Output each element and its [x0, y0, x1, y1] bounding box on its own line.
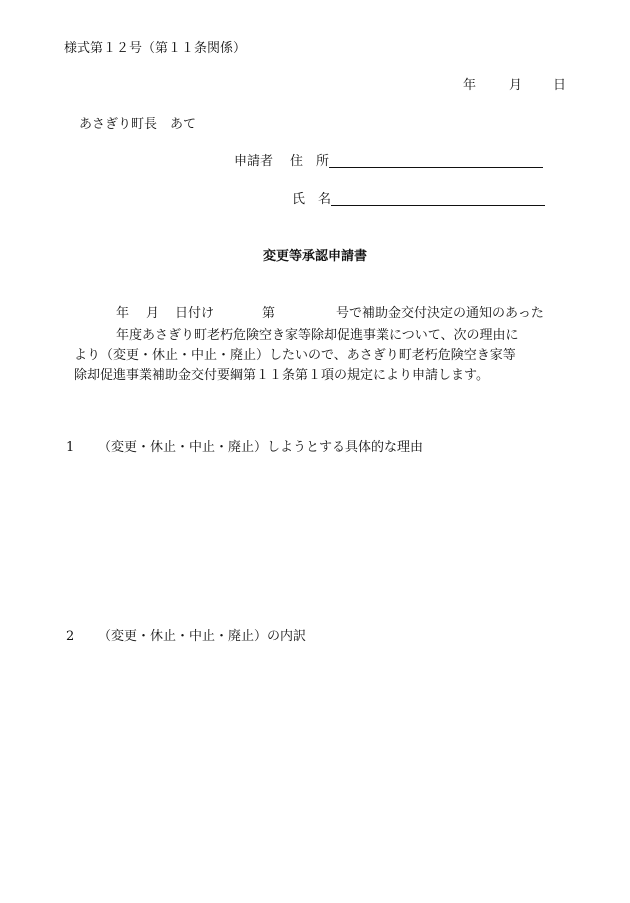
applicant-name-row: [292, 193, 545, 206]
body-line-3-text: より（変更・休止・中止・廃止）したいので、あさぎり町老朽危険空き家等: [74, 348, 516, 363]
body-line-4-text: 除却促進事業補助金交付要綱第１１条第１項の規定により申請します。: [74, 368, 489, 383]
body-day-dated: 日付け: [175, 306, 215, 321]
section-number: 1: [66, 440, 75, 455]
applicant-address-row: [234, 155, 543, 168]
section-heading-2: [66, 630, 306, 643]
body-month-unit: 月: [146, 306, 160, 321]
address-label: 住 所: [290, 154, 330, 169]
date-year-unit: 年: [463, 78, 477, 93]
section-text: （変更・休止・中止・廃止）の内訳: [98, 629, 307, 644]
date-day-unit: 日: [553, 78, 567, 93]
document-title: 変更等承認申請書: [262, 249, 367, 264]
body-dai: 第: [262, 306, 276, 321]
section-number: 2: [66, 629, 75, 644]
addressee: あさぎり町長 あて: [79, 117, 197, 132]
date-month-unit: 月: [509, 78, 523, 93]
name-field[interactable]: [331, 193, 545, 206]
section-heading-1: [66, 441, 423, 454]
section-text: （変更・休止・中止・廃止）しようとする具体的な理由: [98, 440, 424, 455]
name-label: 氏 名: [292, 192, 332, 207]
form-number: 様式第１２号（第１１条関係）: [64, 41, 247, 56]
address-field[interactable]: [329, 155, 543, 168]
body-year-unit: 年: [116, 306, 130, 321]
applicant-role-label: 申請者: [234, 154, 274, 169]
date-line: [463, 79, 566, 92]
body-line-2-text: 年度あさぎり町老朽危険空き家等除却促進事業について、次の理由に: [116, 328, 519, 343]
body-line-1-rest: 号で補助金交付決定の通知のあった: [336, 306, 544, 321]
